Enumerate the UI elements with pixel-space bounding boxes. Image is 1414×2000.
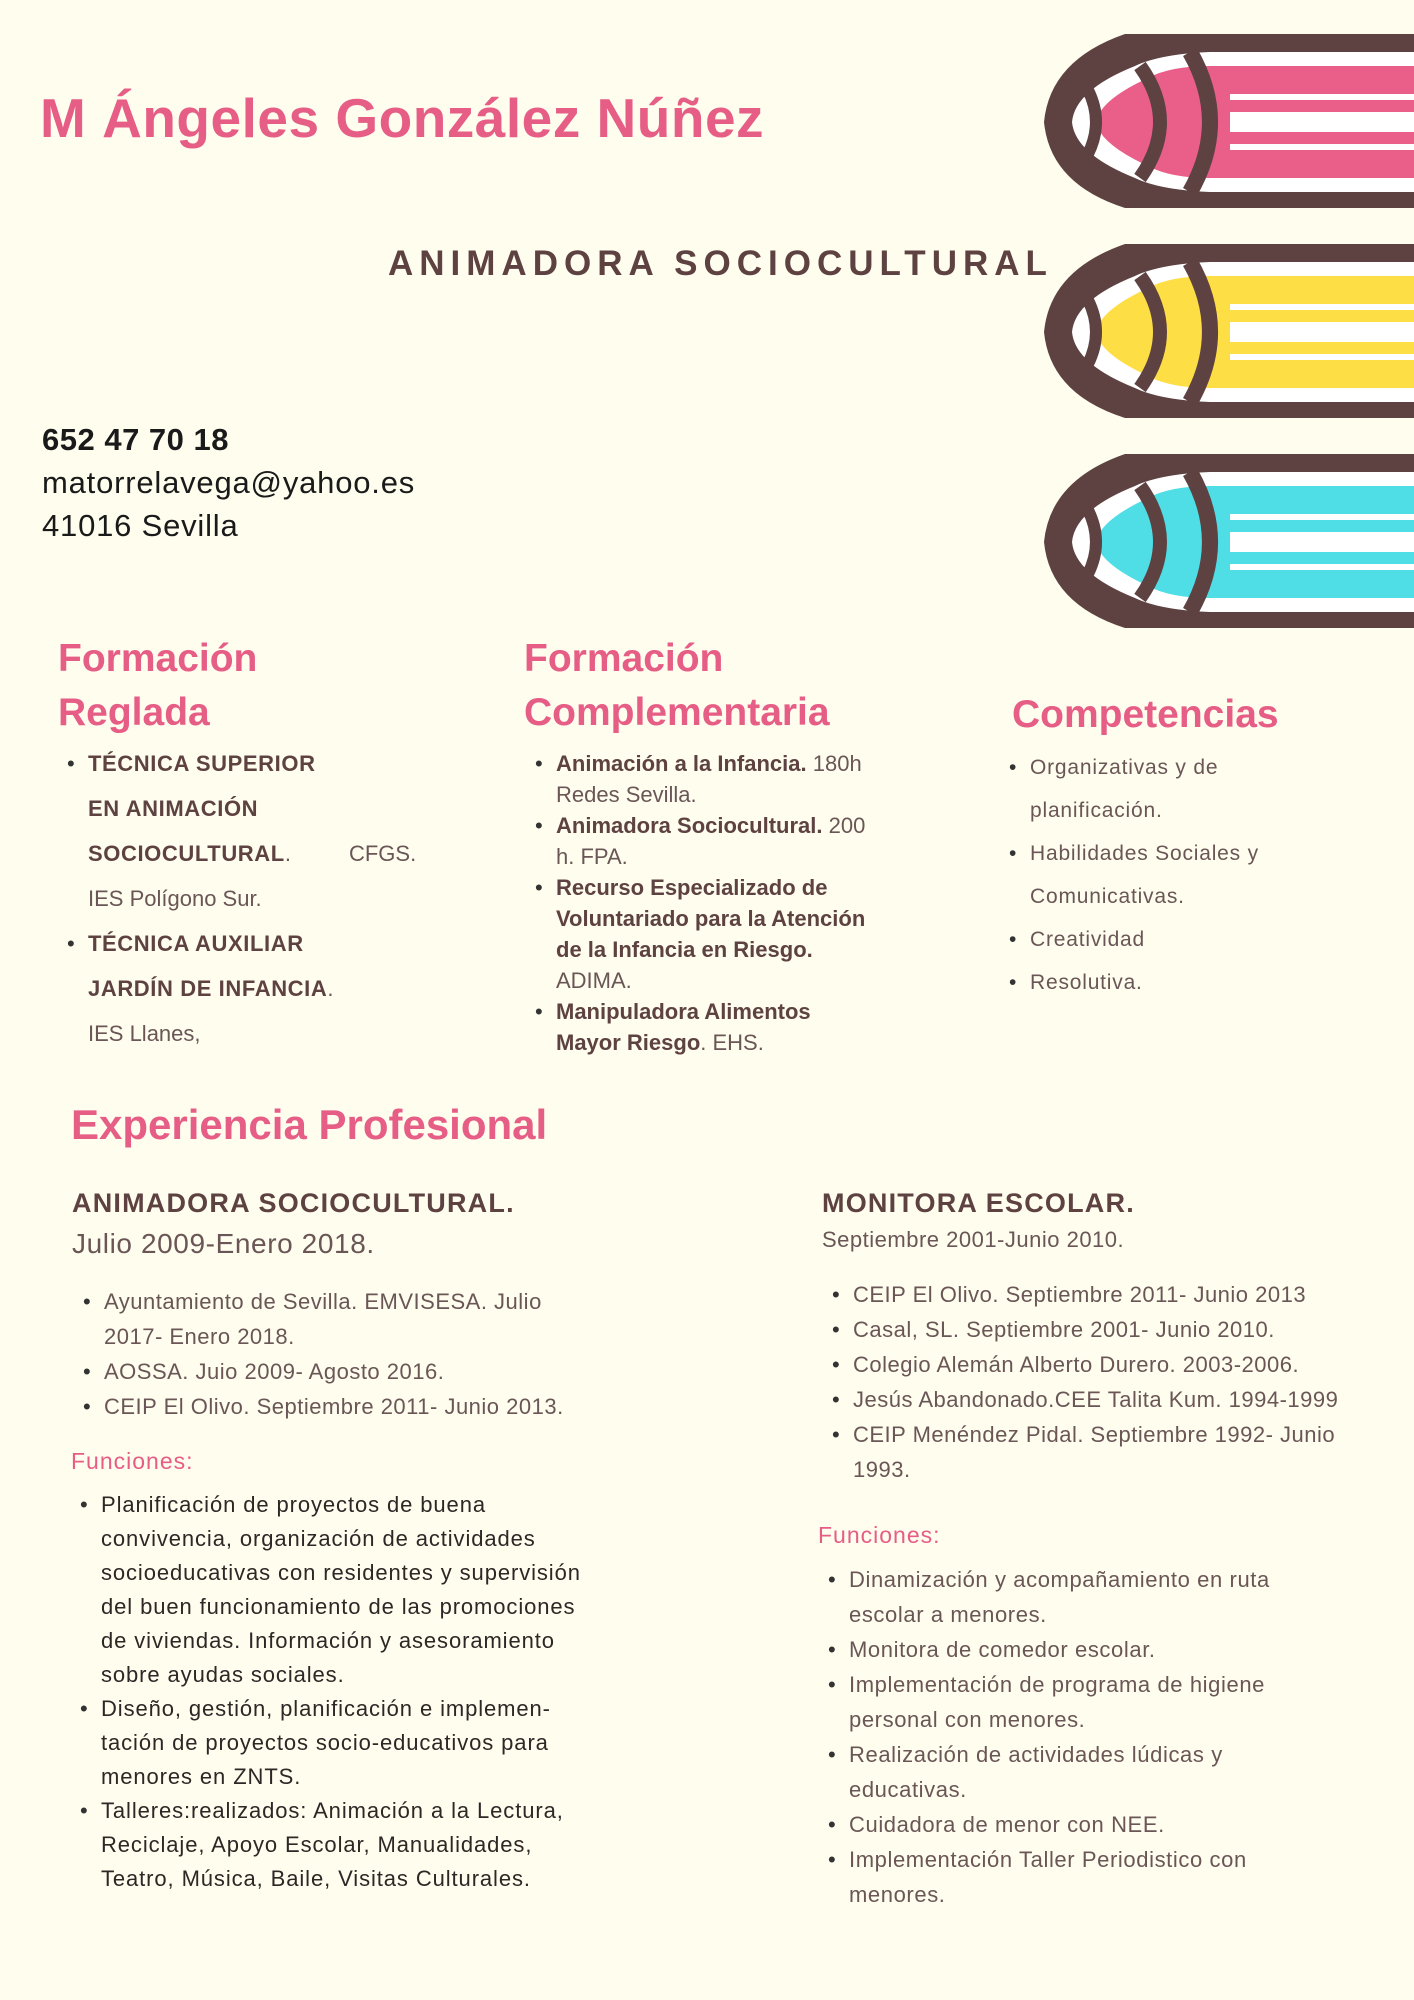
funcion-line: tación de proyectos socio-educativos para <box>101 1730 549 1755</box>
course-name: Voluntariado para la Atención <box>556 906 866 931</box>
contact-email[interactable]: matorrelavega@yahoo.es <box>42 465 416 500</box>
place-line: 2017- Enero 2018. <box>104 1324 295 1349</box>
degree-dot: . <box>327 976 334 1001</box>
funcion-line: • Diseño, gestión, planificación e implemen- <box>101 1696 551 1721</box>
place-line: • AOSSA. Juio 2009- Agosto 2016. <box>104 1359 445 1384</box>
list-item <box>104 1354 644 1389</box>
course-name: • Recurso Especializado de <box>556 875 828 900</box>
course-name: de la Infancia en Riesgo. <box>556 937 813 962</box>
pencils-illustration <box>1030 30 1414 640</box>
list-item <box>853 1347 1413 1382</box>
funcion-line: • Planificación de proyectos de buena <box>101 1492 486 1517</box>
pencil-cyan-icon <box>1044 454 1414 628</box>
list-item <box>1030 961 1400 1004</box>
list-item <box>1030 832 1400 918</box>
course-provider: ADIMA. <box>556 968 632 993</box>
place-line: 1993. <box>853 1457 911 1482</box>
list-item <box>1030 918 1400 961</box>
pencil-yellow-icon <box>1044 244 1414 418</box>
degree-line: JARDÍN DE INFANCIA <box>88 976 328 1001</box>
list-item <box>853 1382 1413 1417</box>
list-item <box>88 741 448 921</box>
funcion-line: • Monitora de comedor escolar. <box>849 1637 1156 1662</box>
place-line: • CEIP El Olivo. Septiembre 2011- Junio 2013 <box>853 1282 1307 1307</box>
degree-line: EN ANIMACIÓN <box>88 796 259 821</box>
competency-line: • Creatividad <box>1030 928 1146 951</box>
job2-funciones <box>849 1562 1409 1912</box>
candidate-name: M Ángeles González Núñez <box>40 87 765 149</box>
job1-places <box>104 1284 644 1424</box>
funcion-line: • Implementación de programa de higiene <box>849 1672 1265 1697</box>
formacion-complementaria-title-line1: Formación <box>524 637 724 680</box>
course-name: • Manipuladora Alimentos <box>556 999 811 1024</box>
job2-funciones-label: Funciones: <box>818 1522 941 1548</box>
funcion-line: • Talleres:realizados: Animación a la Lectura, <box>101 1798 564 1823</box>
place-line: • Ayuntamiento de Sevilla. EMVISESA. Julio <box>104 1289 542 1314</box>
funcion-line: Reciclaje, Apoyo Escolar, Manualidades, <box>101 1832 533 1857</box>
competency-line: • Habilidades Sociales y <box>1030 842 1259 865</box>
list-item <box>849 1632 1409 1667</box>
list-item <box>853 1417 1413 1487</box>
place-line: • CEIP Menéndez Pidal. Septiembre 1992- Junio <box>853 1422 1336 1447</box>
degree-line: SOCIOCULTURAL <box>88 841 285 866</box>
list-item <box>101 1488 661 1692</box>
place-line: • CEIP El Olivo. Septiembre 2011- Junio 2013. <box>104 1394 564 1419</box>
job2-date: Septiembre 2001-Junio 2010. <box>822 1227 1125 1252</box>
funcion-line: de viviendas. Información y asesoramiento <box>101 1628 555 1653</box>
degree-school: IES Llanes, <box>88 1021 201 1046</box>
funcion-line: menores. <box>849 1882 946 1907</box>
course-provider: . EHS. <box>700 1030 764 1055</box>
degree-school: IES Polígono Sur. <box>88 886 262 911</box>
job1-date: Julio 2009-Enero 2018. <box>72 1228 375 1259</box>
job1-title: ANIMADORA SOCIOCULTURAL. <box>72 1188 515 1218</box>
experiencia-title: Experiencia Profesional <box>71 1101 548 1148</box>
job2-title: MONITORA ESCOLAR. <box>822 1188 1135 1218</box>
list-item <box>556 872 916 996</box>
course-name: Animación a la Infancia. <box>556 751 807 776</box>
contact-location: 41016 Sevilla <box>42 508 239 543</box>
course-hours: 200 <box>822 813 866 838</box>
course-hours: 180h <box>806 751 862 776</box>
list-item <box>849 1842 1409 1912</box>
competencias-title: Competencias <box>1012 693 1279 736</box>
list-item <box>1030 746 1400 832</box>
funcion-line: educativas. <box>849 1777 967 1802</box>
formacion-reglada-list <box>88 741 448 1056</box>
list-item <box>849 1737 1409 1807</box>
list-item <box>101 1794 661 1896</box>
competency-line: • Organizativas y de <box>1030 756 1219 779</box>
list-item <box>104 1389 644 1424</box>
funcion-line: • Dinamización y acompañamiento en ruta <box>849 1567 1270 1592</box>
funcion-line: • Realización de actividades lúdicas y <box>849 1742 1223 1767</box>
list-item <box>556 996 916 1058</box>
place-line: • Jesús Abandonado.CEE Talita Kum. 1994-1999 <box>853 1387 1339 1412</box>
place-line: • Colegio Alemán Alberto Durero. 2003-2006. <box>853 1352 1300 1377</box>
funcion-line: personal con menores. <box>849 1707 1086 1732</box>
competency-line: Comunicativas. <box>1030 885 1185 908</box>
funcion-line: convivencia, organización de actividades <box>101 1526 536 1551</box>
competencias-list <box>1030 746 1400 1004</box>
funcion-line: • Implementación Taller Periodistico con <box>849 1847 1247 1872</box>
place-line: • Casal, SL. Septiembre 2001- Junio 2010. <box>853 1317 1275 1342</box>
course-name: Animadora Sociocultural. <box>556 813 823 838</box>
degree-type: CFGS. <box>348 841 417 866</box>
list-item <box>556 810 916 872</box>
course-provider: Redes Sevilla. <box>556 782 697 807</box>
job2-places <box>853 1277 1413 1487</box>
list-item <box>853 1312 1413 1347</box>
funcion-line: menores en ZNTS. <box>101 1764 302 1789</box>
degree-dot: . <box>284 841 291 866</box>
degree-line: • TÉCNICA AUXILIAR <box>88 931 304 956</box>
competency-line: • Resolutiva. <box>1030 971 1143 994</box>
list-item <box>853 1277 1413 1312</box>
formacion-complementaria-title <box>524 632 830 740</box>
list-item <box>88 921 448 1056</box>
funcion-line: escolar a menores. <box>849 1602 1047 1627</box>
pencil-pink-icon <box>1044 34 1414 208</box>
job1-funciones-label: Funciones: <box>71 1448 194 1474</box>
job1-funciones <box>101 1488 661 1896</box>
list-item <box>849 1807 1409 1842</box>
list-item <box>104 1284 644 1354</box>
funcion-line: del buen funcionamiento de las promociones <box>101 1594 576 1619</box>
funcion-line: Teatro, Música, Baile, Visitas Culturales. <box>101 1866 531 1891</box>
list-item <box>849 1562 1409 1632</box>
list-item <box>101 1692 661 1794</box>
formacion-reglada-title-line2: Reglada <box>58 691 210 734</box>
contact-phone: 652 47 70 18 <box>42 422 230 457</box>
course-name: Mayor Riesgo <box>556 1030 701 1055</box>
formacion-reglada-title-line1: Formación <box>58 637 258 680</box>
formacion-complementaria-title-line2: Complementaria <box>524 691 830 734</box>
funcion-line: sobre ayudas sociales. <box>101 1662 345 1687</box>
formacion-reglada-title <box>58 632 257 740</box>
course-provider: h. FPA. <box>556 844 628 869</box>
degree-line: • TÉCNICA SUPERIOR <box>88 751 316 776</box>
list-item <box>849 1667 1409 1737</box>
funcion-line: socioeducativas con residentes y supervisión <box>101 1560 581 1585</box>
candidate-role: ANIMADORA SOCIOCULTURAL <box>388 244 1053 283</box>
list-item <box>556 748 916 810</box>
funcion-line: • Cuidadora de menor con NEE. <box>849 1812 1165 1837</box>
competency-line: planificación. <box>1030 799 1163 822</box>
formacion-complementaria-list <box>556 748 916 1058</box>
